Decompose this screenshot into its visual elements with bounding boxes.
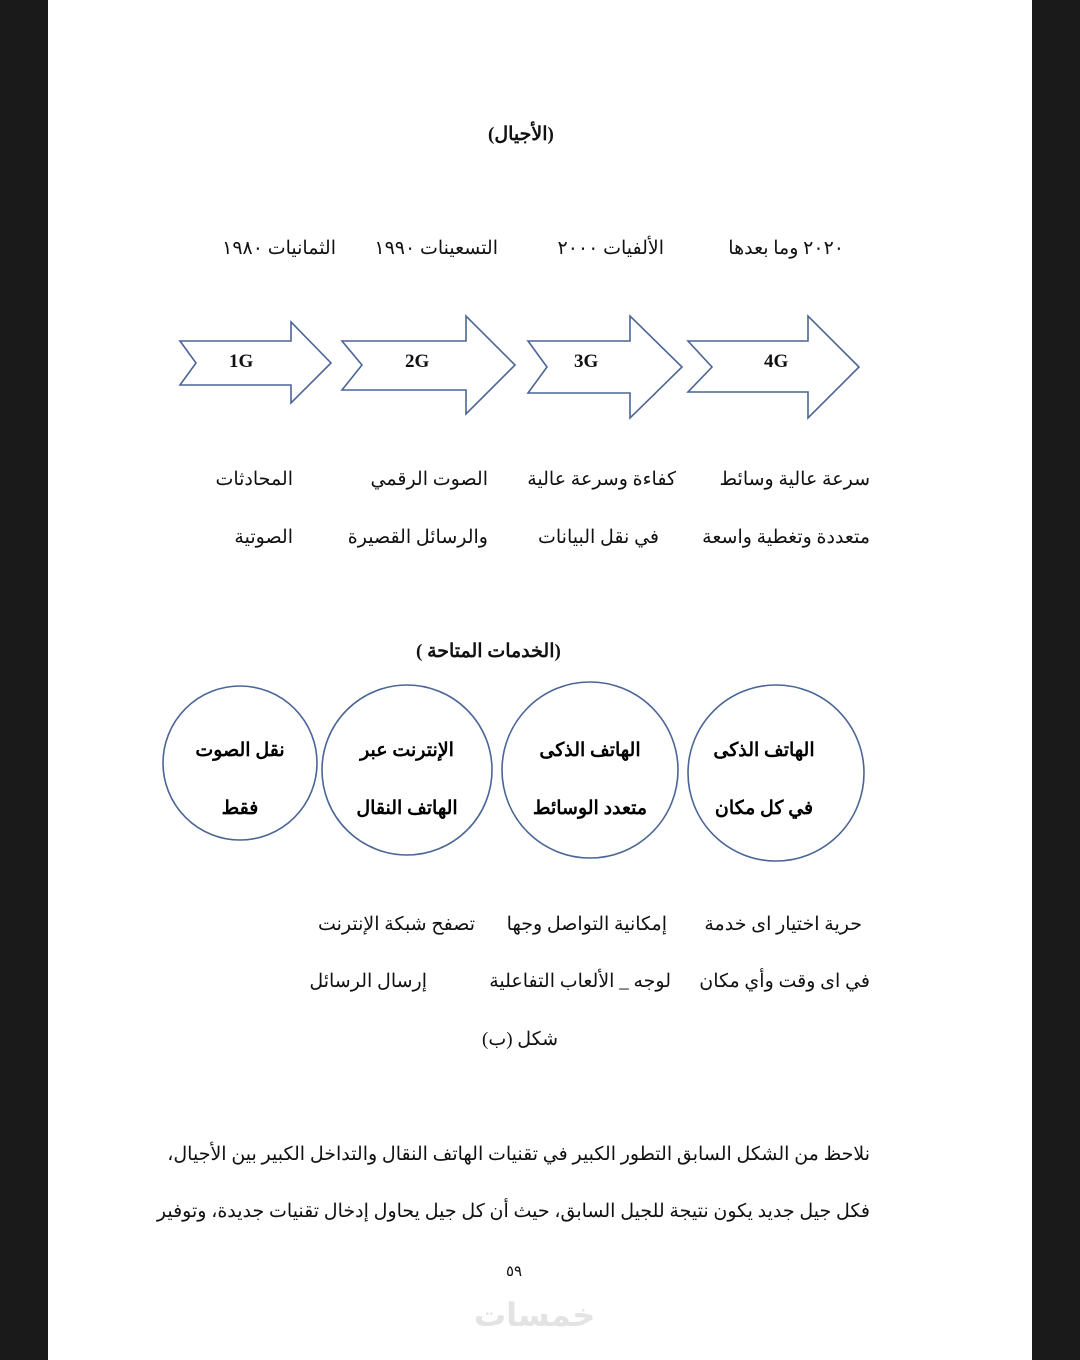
circle-2-text: الإنترنت عبر الهاتف النقال <box>356 740 458 819</box>
desc-3g-line2: في نقل البيانات <box>538 527 659 548</box>
circle-4-text: الهاتف الذكى في كل مكان <box>713 740 815 819</box>
generations-title: (الأجيال) <box>488 124 554 145</box>
desc-1g-line1: المحادثات <box>215 469 293 490</box>
page-number: ٥٩ <box>506 1264 523 1280</box>
desc-2g-line1: الصوت الرقمي <box>370 469 488 490</box>
paragraph-line-2: فكل جيل جديد يكون نتيجة للجيل السابق، حيث أن كل جيل يحاول إدخال تقنيات جديدة، وتوفير <box>156 1201 870 1222</box>
circle-1-text: نقل الصوت فقط <box>195 740 285 819</box>
desc-1g-line2: الصوتية <box>234 527 293 548</box>
service-3-below-line2: لوجه _ الألعاب التفاعلية <box>489 971 671 992</box>
arrow-label-1g: 1G <box>229 351 254 372</box>
era-2g: التسعينات ١٩٩٠ <box>374 238 498 259</box>
arrow-3g <box>528 316 682 418</box>
services-title: (الخدمات المتاحة ) <box>416 641 561 662</box>
desc-2g-line2: والرسائل القصيرة <box>347 527 488 548</box>
desc-3g-line1: كفاءة وسرعة عالية <box>527 469 676 490</box>
desc-4g-line1: سرعة عالية وسائط <box>719 469 870 490</box>
desc-4g-line2: متعددة وتغطية واسعة <box>702 527 870 548</box>
service-4-below-line2: في اى وقت وأي مكان <box>699 971 870 992</box>
service-2-below-line1: تصفح شبكة الإنترنت <box>317 914 475 935</box>
era-3g: الألفيات ٢٠٠٠ <box>557 238 664 259</box>
service-2-below-line2: إرسال الرسائل <box>309 971 427 992</box>
figure-caption: شكل (ب) <box>482 1029 559 1050</box>
arrow-label-4g: 4G <box>764 351 789 372</box>
arrow-1g <box>180 322 331 403</box>
arrow-label-2g: 2G <box>405 351 430 372</box>
arrow-label-3g: 3G <box>574 351 599 372</box>
paragraph-line-1: نلاحظ من الشكل السابق التطور الكبير في تقنيات الهاتف النقال والتداخل الكبير بين الأجيال، <box>167 1144 870 1165</box>
watermark-logo: خمسات <box>474 1296 596 1334</box>
service-3-below-line1: إمكانية التواصل وجها <box>506 914 667 935</box>
circle-3-text: الهاتف الذكى متعدد الوسائط <box>532 740 648 819</box>
era-1g: الثمانيات ١٩٨٠ <box>222 238 336 259</box>
era-4g: ٢٠٢٠ وما بعدها <box>728 238 844 259</box>
service-4-below-line1: حرية اختيار اى خدمة <box>704 914 862 935</box>
